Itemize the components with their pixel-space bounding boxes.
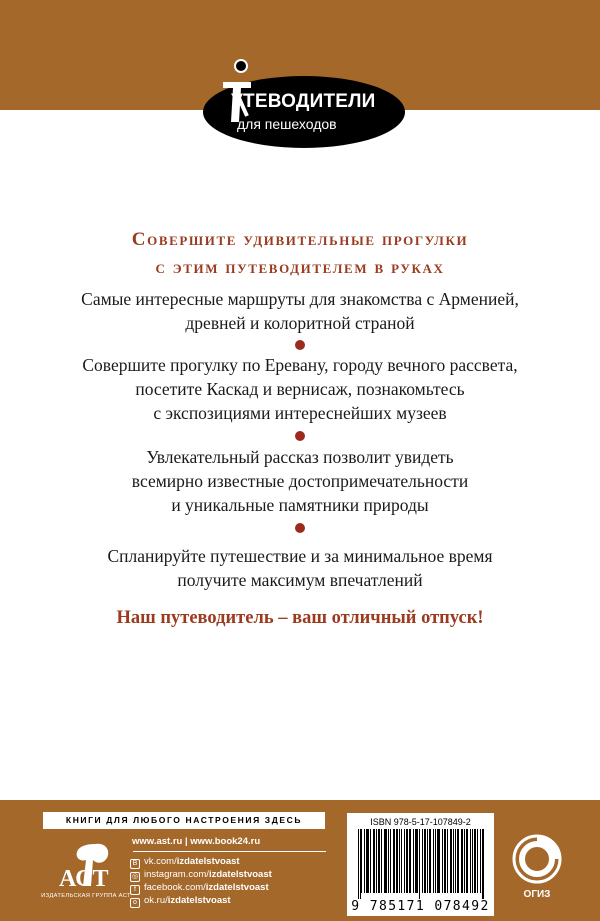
barcode-bar	[404, 829, 405, 893]
barcode-bar	[462, 829, 463, 893]
bullet-dot-icon	[295, 340, 305, 350]
social-prefix: facebook.com/	[144, 882, 206, 893]
barcode-bar	[407, 829, 408, 893]
barcode-bar	[455, 829, 456, 893]
barcode-bar	[483, 829, 484, 899]
barcode-bar	[466, 829, 467, 893]
logo-title: УТЕВОДИТЕЛИ	[231, 91, 376, 112]
barcode-bar	[444, 829, 445, 893]
barcode-bar	[422, 829, 423, 893]
barcode-bar	[367, 829, 368, 893]
barcode-bar	[384, 829, 385, 893]
barcode-bar	[445, 829, 446, 893]
social-prefix: ok.ru/	[144, 895, 168, 906]
barcode-bar	[453, 829, 454, 893]
ast-logo-text: АСТ	[59, 866, 109, 892]
barcode-bar	[373, 829, 374, 893]
logo-subtitle: для пешеходов	[237, 116, 337, 132]
barcode-bar	[386, 829, 387, 893]
barcode-bar	[424, 829, 425, 893]
paragraph-2	[0, 353, 600, 425]
divider	[133, 851, 326, 852]
isbn-number: ISBN 978-5-17-107849-2	[370, 817, 471, 827]
paragraph-3	[0, 445, 600, 517]
social-handle: izdatelstvoast	[176, 856, 240, 867]
tagline: КНИГИ ДЛЯ ЛЮБОГО НАСТРОЕНИЯ ЗДЕСЬ	[43, 812, 325, 829]
barcode-bar	[461, 829, 462, 893]
barcode-bar	[368, 829, 369, 893]
barcode-bar	[429, 829, 430, 893]
paragraph-line: Самые интересные маршруты для знакомства с Арменией,	[81, 289, 519, 309]
barcode-bar	[470, 829, 471, 893]
barcode-bar	[419, 829, 420, 899]
paragraph-line: всемирно известные достопримечательности	[131, 471, 469, 491]
barcode-bar	[417, 829, 418, 893]
barcode-bar	[430, 829, 431, 893]
barcode-bar	[366, 829, 367, 893]
barcode-bar	[358, 829, 359, 899]
paragraph-line: посетите Каскад и вернисаж, познакомьтесь	[135, 379, 465, 399]
ogiz-logo-icon	[511, 833, 563, 885]
paragraph-line: Увлекательный рассказ позволит увидеть	[146, 447, 454, 467]
barcode-bar	[381, 829, 382, 893]
barcode-bar	[399, 829, 400, 893]
vk-icon: В	[130, 859, 140, 869]
barcode-bar	[393, 829, 394, 893]
paragraph-4	[0, 544, 600, 592]
social-link-facebook[interactable]	[130, 882, 269, 894]
barcode-bar	[435, 829, 436, 893]
ogiz-label: ОГИЗ	[523, 889, 551, 900]
ast-logo-icon	[55, 842, 115, 892]
bullet-dot-icon	[295, 431, 305, 441]
barcode-bar	[360, 829, 361, 899]
barcode-bar	[482, 829, 483, 899]
instagram-icon: ◎	[131, 873, 139, 880]
barcode-bar	[390, 829, 391, 893]
barcode-bar	[361, 829, 362, 893]
social-handle: izdatelstvoast	[208, 869, 272, 880]
paragraph-line: Совершите прогулку по Еревану, городу вечного рассвета,	[82, 355, 518, 375]
paragraph-line: и уникальные памятники природы	[171, 495, 429, 515]
paragraph-1	[0, 287, 600, 335]
social-prefix: instagram.com/	[144, 869, 209, 880]
social-handle: izdatelstvoast	[167, 895, 231, 906]
barcode-bar	[376, 829, 377, 893]
barcode-bar	[374, 829, 375, 893]
social-link-vk[interactable]	[130, 856, 240, 868]
headline	[0, 226, 600, 282]
barcode-bar	[427, 829, 428, 893]
bullet-dot-icon	[295, 523, 305, 533]
paragraph-line: древней и колоритной страной	[185, 313, 415, 333]
barcode-number: 9 785171 078492	[351, 899, 490, 914]
barcode-bar	[447, 829, 448, 893]
headline-line-1: Совершите удивительные прогулки	[131, 229, 469, 250]
barcode-bar	[474, 829, 475, 893]
barcode-bar	[450, 829, 451, 893]
series-logo	[203, 58, 405, 150]
barcode-bar	[388, 829, 389, 893]
social-link-ok[interactable]	[130, 895, 231, 907]
facebook-icon: f	[130, 885, 140, 895]
motto: Наш путеводитель – ваш отличный отпуск!	[116, 608, 484, 628]
barcode-bar	[401, 829, 402, 893]
isbn-block	[347, 813, 494, 916]
barcode-bar	[464, 829, 465, 893]
barcode	[358, 829, 484, 899]
barcode-bar	[472, 829, 473, 893]
barcode-bar	[477, 829, 478, 893]
barcode-bar	[433, 829, 434, 893]
barcode-bar	[385, 829, 386, 893]
barcode-bar	[409, 829, 410, 893]
social-link-instagram[interactable]	[130, 869, 272, 881]
barcode-bar	[480, 829, 481, 893]
barcode-bar	[413, 829, 414, 893]
barcode-bar	[379, 829, 380, 893]
barcode-bar	[370, 829, 371, 893]
barcode-bar	[406, 829, 407, 893]
barcode-bar	[439, 829, 440, 893]
social-prefix: vk.com/	[144, 856, 177, 867]
barcode-bar	[394, 829, 395, 893]
social-handle: izdatelstvoast	[205, 882, 269, 893]
paragraph-line: с экспозициями интереснейших музеев	[153, 403, 447, 423]
barcode-bar	[475, 829, 476, 893]
barcode-bar	[451, 829, 452, 893]
barcode-bar	[396, 829, 397, 893]
barcode-bar	[437, 829, 438, 893]
barcode-bar	[364, 829, 365, 893]
barcode-bar	[442, 829, 443, 893]
barcode-bar	[425, 829, 426, 893]
barcode-bar	[397, 829, 398, 893]
barcode-bar	[467, 829, 468, 893]
ok-icon: о	[130, 898, 140, 908]
barcode-bar	[378, 829, 379, 893]
barcode-bar	[458, 829, 459, 893]
barcode-bar	[457, 829, 458, 893]
barcode-bar	[416, 829, 417, 893]
publisher-caption: ИЗДАТЕЛЬСКАЯ ГРУППА АСТ	[41, 893, 131, 899]
barcode-bar	[410, 829, 411, 893]
paragraph-line: получите максимум впечатлений	[177, 570, 423, 590]
websites-link[interactable]: www.ast.ru | www.book24.ru	[132, 836, 261, 847]
headline-line-2: с этим путеводителем в руках	[155, 257, 445, 278]
barcode-bar	[438, 829, 439, 893]
paragraph-line: Спланируйте путешествие и за минимальное время	[107, 546, 493, 566]
barcode-bar	[415, 829, 416, 893]
